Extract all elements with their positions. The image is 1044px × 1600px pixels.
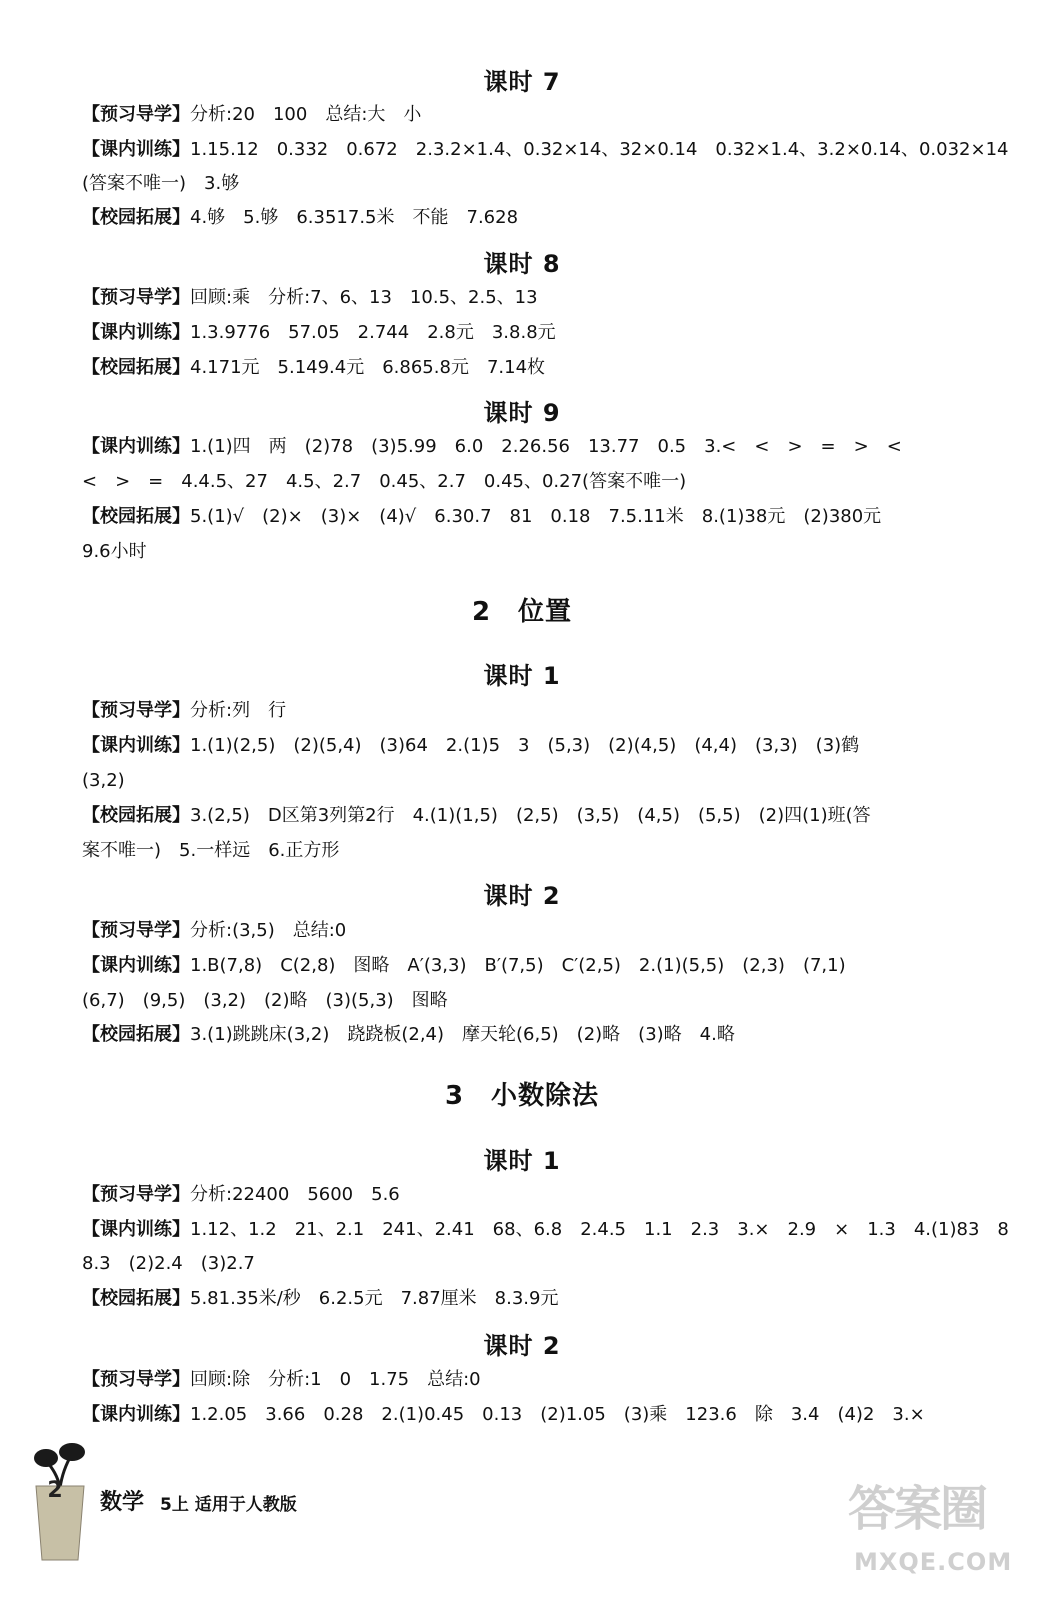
section-tag: 【课内训练】: [82, 735, 190, 756]
answer-text: (答案不唯一) 3.够: [82, 173, 240, 194]
answer-line: [82, 320, 1004, 346]
answer-text: 回顾:除 分析:1 0 1.75 总结:0: [190, 1369, 481, 1390]
watermark-text: 答案圈: [848, 1481, 987, 1537]
lesson-heading: 课时 8: [483, 250, 561, 278]
answer-line: [82, 102, 1004, 128]
section-tag: 【校园拓展】: [82, 207, 190, 228]
answer-line: [82, 1402, 1004, 1428]
answer-text: 1.12、1.2 21、2.1 241、2.41 68、6.8 2.4.5 1.1 2.3 3.× 2.9 × 1.3 4.(1)83 8: [190, 1219, 1009, 1240]
section-tag: 【校园拓展】: [82, 1024, 190, 1045]
answer-line: [82, 918, 1004, 944]
answer-line: [82, 1367, 1004, 1393]
answer-text: 1.(1)(2,5) (2)(5,4) (3)64 2.(1)5 3 (5,3) (2)(4,5) (4,4) (3,3) (3)鹤: [190, 735, 860, 756]
section-tag: 【预习导学】: [82, 1184, 190, 1205]
section-tag: 【课内训练】: [82, 322, 190, 343]
answer-text: 3.(1)跳跳床(3,2) 跷跷板(2,4) 摩天轮(6,5) (2)略 (3)略 4.略: [190, 1024, 735, 1045]
section-tag: 【预习导学】: [82, 104, 190, 125]
answer-text: 1.B(7,8) C(2,8) 图略 A′(3,3) B′(7,5) C′(2,5) 2.(1)(5,5) (2,3) (7,1): [190, 955, 846, 976]
answer-line: [82, 355, 1004, 381]
lesson-heading: 课时 1: [483, 1147, 561, 1175]
answer-line: [82, 205, 1004, 231]
section-tag: 【课内训练】: [82, 1219, 190, 1240]
answer-text: 4.够 5.够 6.3517.5米 不能 7.628: [190, 207, 519, 228]
lesson-heading: 课时 9: [483, 399, 561, 427]
answer-text: 分析:列 行: [190, 700, 287, 721]
answer-text: 5.81.35米/秒 6.2.5元 7.87厘米 8.3.9元: [190, 1288, 559, 1309]
section-tag: 【预习导学】: [82, 287, 190, 308]
answer-line: [82, 803, 1004, 829]
answer-text: 1.15.12 0.332 0.672 2.3.2×1.4、0.32×14、32×0.14 0.32×1.4、3.2×0.14、0.032×14: [190, 139, 1009, 160]
answer-line: [82, 1217, 1009, 1243]
section-tag: 【校园拓展】: [82, 506, 190, 527]
answer-text: 分析:20 100 总结:大 小: [190, 104, 422, 125]
answer-line: [82, 504, 1004, 530]
answer-text: 1.3.9776 57.05 2.744 2.8元 3.8.8元: [190, 322, 556, 343]
answer-text: 4.171元 5.149.4元 6.865.8元 7.14枚: [190, 357, 546, 378]
answer-line: [82, 1286, 1004, 1312]
lesson-heading: 课时 2: [483, 882, 561, 910]
lesson-heading: 课时 1: [483, 662, 561, 690]
answer-line: [82, 1022, 1004, 1048]
answer-line: [82, 838, 1004, 864]
answer-line: [82, 171, 1004, 197]
section-tag: 【校园拓展】: [82, 805, 190, 826]
unit-heading: 2 位置: [471, 597, 573, 627]
unit-heading: 3 小数除法: [444, 1081, 600, 1111]
answer-line: [82, 1182, 1004, 1208]
answer-text: 1.(1)四 两 (2)78 (3)5.99 6.0 2.26.56 13.77 0.5 3.< < > = > <: [190, 436, 902, 457]
answer-line: [82, 539, 1004, 565]
answer-text: 9.6小时: [82, 541, 147, 562]
answer-line: [82, 733, 1004, 759]
answer-text: (6,7) (9,5) (3,2) (2)略 (3)(5,3) 图略: [82, 990, 448, 1011]
book-edition: 5上 适用于人教版: [160, 1495, 297, 1515]
answer-text: 案不唯一) 5.一样远 6.正方形: [82, 840, 340, 861]
answer-line: [82, 988, 1004, 1014]
section-tag: 【课内训练】: [82, 955, 190, 976]
section-tag: 【课内训练】: [82, 436, 190, 457]
section-tag: 【课内训练】: [82, 139, 190, 160]
answer-text: 回顾:乘 分析:7、6、13 10.5、2.5、13: [190, 287, 538, 308]
section-tag: 【校园拓展】: [82, 357, 190, 378]
answer-text: 分析:(3,5) 总结:0: [190, 920, 347, 941]
answer-line: [82, 953, 1004, 979]
book-title: 数学: [100, 1490, 145, 1515]
section-tag: 【预习导学】: [82, 700, 190, 721]
answer-line: [82, 285, 1004, 311]
sprout-pot-icon: [32, 1440, 92, 1570]
page-number: 2: [47, 1478, 63, 1503]
answer-text: 5.(1)√ (2)× (3)× (4)√ 6.30.7 81 0.18 7.5.11米 8.(1)38元 (2)380元: [190, 506, 882, 527]
section-tag: 【校园拓展】: [82, 1288, 190, 1309]
section-tag: 【预习导学】: [82, 920, 190, 941]
answer-line: [82, 1251, 1004, 1277]
answer-text: 3.(2,5) D区第3列第2行 4.(1)(1,5) (2,5) (3,5) (4,5) (5,5) (2)四(1)班(答: [190, 805, 871, 826]
answer-line: [82, 768, 1004, 794]
watermark-url: MXQE.COM: [854, 1548, 1013, 1576]
answer-text: 1.2.05 3.66 0.28 2.(1)0.45 0.13 (2)1.05 (3)乘 123.6 除 3.4 (4)2 3.×: [190, 1404, 925, 1425]
answer-line: [82, 137, 1009, 163]
section-tag: 【课内训练】: [82, 1404, 190, 1425]
answer-text: 分析:22400 5600 5.6: [190, 1184, 400, 1205]
watermark: [848, 1470, 1028, 1590]
section-tag: 【预习导学】: [82, 1369, 190, 1390]
lesson-heading: 课时 7: [483, 68, 561, 96]
answer-text: (3,2): [82, 770, 125, 791]
answer-line: [82, 698, 1004, 724]
answer-text: 8.3 (2)2.4 (3)2.7: [82, 1253, 255, 1274]
answer-line: [82, 469, 1004, 495]
answer-line: [82, 434, 1004, 460]
lesson-heading: 课时 2: [483, 1332, 561, 1360]
answer-text: < > = 4.4.5、27 4.5、2.7 0.45、2.7 0.45、0.27(答案不唯一): [82, 471, 687, 492]
